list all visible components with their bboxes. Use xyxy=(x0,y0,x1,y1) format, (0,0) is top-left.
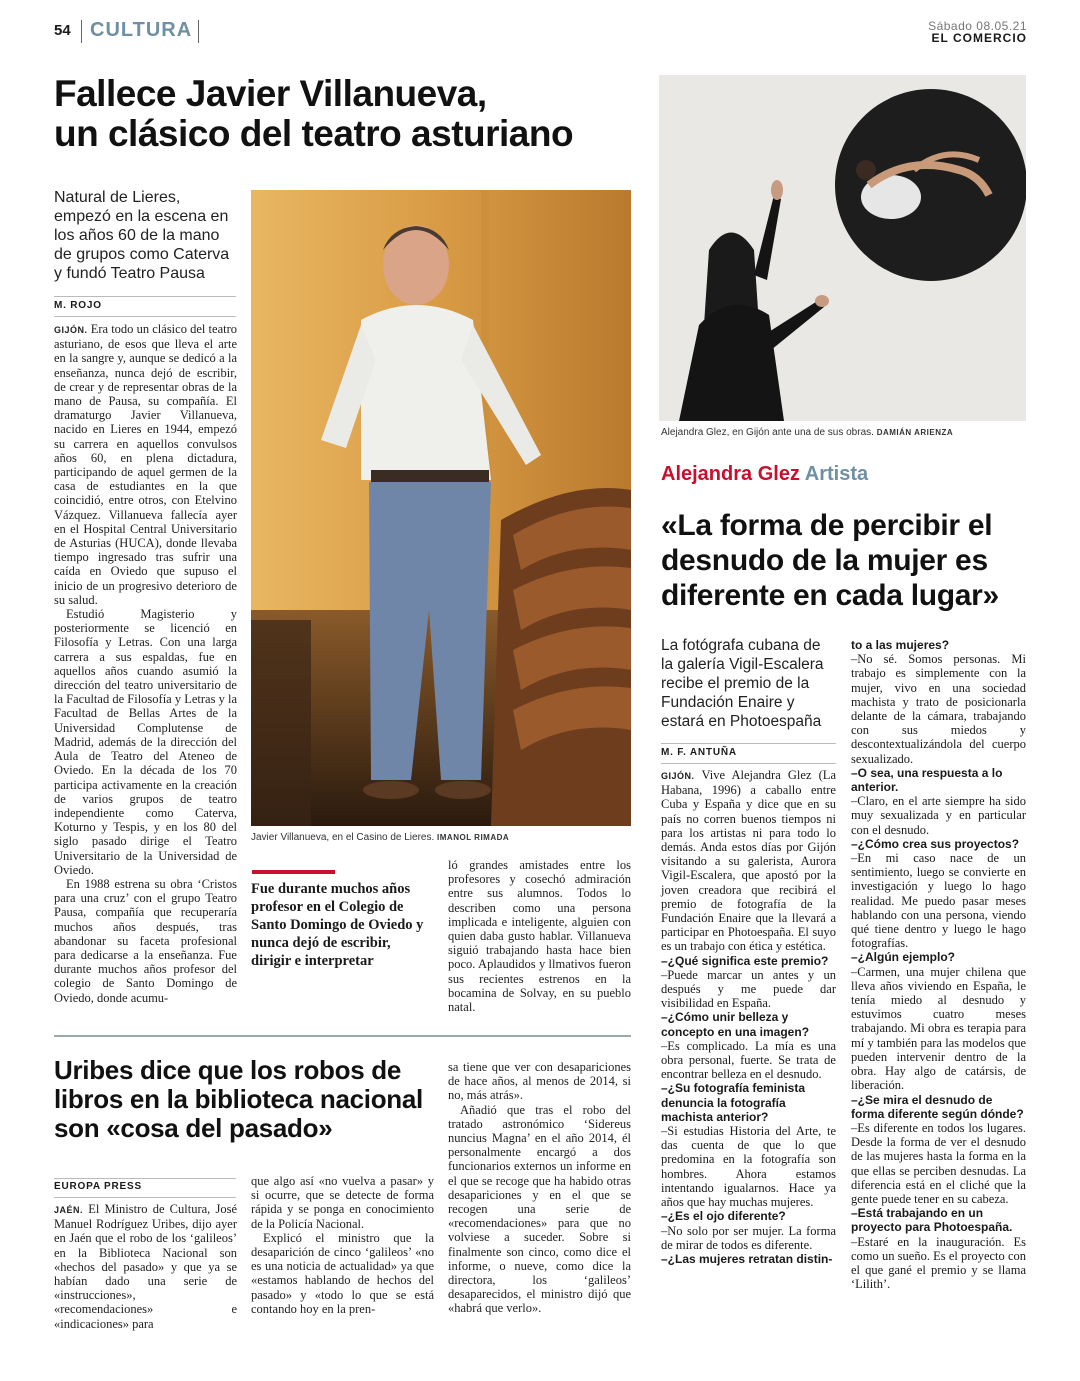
interview-question: –¿Qué significa este premio? xyxy=(661,953,829,968)
article3-byline: EUROPA PRESS xyxy=(54,1181,142,1192)
photo-illustration xyxy=(251,190,631,826)
alejandra-glez-photo xyxy=(659,75,1026,421)
article1-standfirst: Natural de Lieres, empezó en la escena en los años 60 de la mano de grupos como Caterva y fundó Teatro Pausa xyxy=(54,189,230,282)
photo-credit: DAMIÁN ARIENZA xyxy=(876,428,954,437)
body-paragraph: Explicó el ministro que la desaparición de cinco ‘galileos’ «no es una noticia de actualidad» ya que «estamos hablando de hechos del pasado» y «todo lo que se está contando hoy en la pren- xyxy=(251,1230,434,1316)
article1-column3 xyxy=(448,858,631,1014)
body-paragraph: El Ministro de Cultura, José Manuel Rodríguez Uribes, dijo ayer en Jaén que el robo de los ‘galileos’ en la Biblioteca Nacional son «hechos del pasado» y que ya se habían dado una serie de «instrucciones», «recomendaciones» e «indicaciones» para xyxy=(54,1202,237,1331)
interview-question: –¿Su fotografía feminista denuncia la fotografía machista anterior? xyxy=(661,1081,806,1124)
interview-answer: –No sé. Somos personas. Mi trabajo es simplemente con la mujer, vivo en una sociedad machista y trato de posicionarla delante de la cámara, trabajando con sus miedos y descontextualizándola del cuerpo sexualizado. xyxy=(851,652,1026,766)
article3-column1 xyxy=(54,1202,237,1331)
article1-headline xyxy=(54,74,634,154)
section-name: CULTURA xyxy=(90,19,193,41)
interview-question: –¿Cómo unir belleza y concepto en una imagen? xyxy=(661,1010,810,1039)
article2-headline xyxy=(661,508,1041,613)
byline-rule xyxy=(661,743,836,744)
photo-credit: IMANOL RIMADA xyxy=(437,833,510,842)
article2-column2 xyxy=(851,638,1026,1291)
interview-question: to a las mujeres? xyxy=(851,638,950,652)
article2-standfirst: La fotógrafa cubana de la galería Vigil-Escalera recibe el premio de la Fundación Enaire y estará en Photoespaña xyxy=(661,637,824,730)
header-divider xyxy=(198,20,199,43)
headline-line: libros en la biblioteca nacional xyxy=(54,1084,423,1114)
body-paragraph: Era todo un clásico del teatro asturiano, de esos que lleva el arte en la sangre y, aunque se dedicó a la enseñanza, nunca dejó de escribir, de crear y de representar obras de la mano de Pausa, su compañía. El dramaturgo Javier Villanueva, nacido en Lieres en 1944, empezó su carrera en aquellos convulsos años 60, en plena dictadura, participando de aquel germen de la casa de estudiantes en la que coincidió, entre otros, con Etelvino Vázquez. Villanueva fallecía ayer en el Hospital Central Universitario de Asturias (HUCA), donde llevaba tiempo ingresado tras sufrir una caída en Oviedo que supuso el inicio de un progresivo deterioro de su salud. xyxy=(54,322,238,607)
byline-rule xyxy=(54,1197,236,1198)
interview-question: –¿Algún ejemplo? xyxy=(851,950,956,965)
interview-question: –¿Se mira el desnudo de forma diferente según dónde? xyxy=(851,1092,1024,1121)
article3-headline xyxy=(54,1056,439,1143)
article2-byline: M. F. ANTUÑA xyxy=(661,747,737,758)
byline-rule xyxy=(661,763,836,764)
article1-column1 xyxy=(54,322,237,1005)
headline-line: un clásico del teatro asturiano xyxy=(54,113,574,154)
newspaper-name: EL COMERCIO xyxy=(931,31,1027,45)
byline-rule xyxy=(54,296,236,297)
headline-line: Fallece Javier Villanueva, xyxy=(54,73,487,114)
dateline: GIJÓN. xyxy=(54,325,88,335)
photo1-caption xyxy=(251,832,509,843)
photo-illustration xyxy=(659,75,1026,421)
interview-answer: –Si estudias Historia del Arte, te das cuenta de que lo que predomina en la fotografía son hombres. Ahora estamos intentando igualarnos. Hace ya años que hay muchas mujeres. xyxy=(661,1124,836,1210)
article2-column1 xyxy=(661,768,836,1266)
body-paragraph: Añadió que tras el robo del tratado astronómico ‘Sidereus nuncius Magna’ en el año 2014, él personalmente encargó a dos funcionarios externos un informe en el que se recoge que ha habido otras desapariciones y en el que se recogen una serie de «recomendaciones» para que no volviese a suceder. Sobre si finalmente son cinco, como dice el informe, o nueve, como dice la directora, los ‘galileos’ desaparecidos, el ministro dijó que «habrá que verlo». xyxy=(448,1102,631,1316)
interview-answer: –Es complicado. La mía es una obra personal, fuerte. Se trata de encontrar belleza en el desnudo. xyxy=(661,1038,836,1082)
interview-question: –¿Cómo crea sus proyectos? xyxy=(851,836,1020,851)
page-number: 54 xyxy=(54,22,71,39)
article3-column3 xyxy=(448,1060,631,1316)
byline-rule xyxy=(54,316,236,317)
pullquote: Fue durante muchos años profesor en el Colegio de Santo Domingo de Oviedo y nunca dejó de escribir, dirigir e interpretar xyxy=(251,881,424,969)
interview-kicker xyxy=(661,463,868,486)
caption-text: Javier Villanueva, en el Casino de Lieres. xyxy=(251,832,435,843)
article3-column2 xyxy=(251,1174,434,1316)
article-separator xyxy=(54,1035,631,1037)
article1-byline: M. ROJO xyxy=(54,300,102,311)
interview-answer: –En mi caso nace de un sentimiento, luego se convierte en investigación y luego lo hago realidad. Me puedo pasar meses hablando con una persona, viendo qué tiene dentro y luego le hago fotografías. xyxy=(851,851,1026,951)
headline-line: Uribes dice que los robos de xyxy=(54,1055,402,1085)
headline-line: diferente en cada lugar» xyxy=(661,579,999,612)
dateline: JAÉN. xyxy=(54,1205,84,1215)
pullquote-bar xyxy=(252,870,335,874)
photo2-caption xyxy=(661,427,953,438)
interview-question: –¿Es el ojo diferente? xyxy=(661,1209,786,1224)
interview-question: –¿Las mujeres retratan distin- xyxy=(661,1251,833,1266)
caption-text: Alejandra Glez, en Gijón ante una de sus obras. xyxy=(661,427,874,438)
interview-answer: –Estaré en la inauguración. Es como un sueño. Es el proyecto con el que gané el premio y se llama ‘Lilith’. xyxy=(851,1234,1026,1292)
interviewee-role: Artista xyxy=(804,463,869,485)
body-paragraph: que algo así «no vuelva a pasar» y si ocurre, que se detecte de forma rápida y se ponga en conocimiento de la Policía Nacional. xyxy=(251,1174,434,1231)
body-paragraph: En 1988 estrena su obra ‘Cristos para una cruz’ con el grupo Teatro Pausa, compañía que recuperaría muchos años después, tras abandonar su faceta profesional para dedicarse a la enseñanza. Fue durante muchos años profesor del colegio de Santo Domingo de Oviedo, donde acumu- xyxy=(54,876,237,1005)
body-paragraph: Estudió Magisterio y posteriormente se licenció en Filosofía y Letras. Con una larga carrera a sus espaldas, fue en aquellos años cuando asumió la dirección del teatro universitario de la Facultad de Filosofía y Letras y la Facultad de Bellas Artes de la Universidad Complutense de Madrid, además de la dirección del Aula de Teatro del Ateneo de Oviedo. En la década de los 70 participa activamente en la creación de varios grupos de teatro independiente como Caterva, Koturno y Tespis, y en los 80 del siglo pasado dirige el Teatro Universitario de la Universidad de Oviedo. xyxy=(54,607,237,877)
headline-line: son «cosa del pasado» xyxy=(54,1113,333,1143)
byline-rule xyxy=(54,1178,236,1179)
interview-answer: –Carmen, una mujer chilena que lleva años viviendo en España, le tenía miedo al desnudo y estuvimos cuatro meses trabajando. Mi obra es terapia para mí y también para las modelos que pueden intervenir dentro de la obra. Hay algo de catársis, de liberación. xyxy=(851,964,1026,1093)
interviewee-name: Alejandra Glez xyxy=(661,463,800,485)
interview-answer: –No solo por ser mujer. La forma de mirar de todos es diferente. xyxy=(661,1223,836,1252)
body-paragraph: sa tiene que ver con desapariciones de hace años, al menos de 2014, si no, más atrás». xyxy=(448,1060,631,1103)
headline-line: desnudo de la mujer es xyxy=(661,544,988,577)
dateline: GIJÓN. xyxy=(661,771,695,781)
header-divider xyxy=(81,20,82,43)
interview-question: –Está trabajando en un proyecto para Photoespaña. xyxy=(851,1206,1013,1235)
issue-date: Sábado 08.05.21 xyxy=(928,19,1027,33)
interview-answer: –Puede marcar un antes y un después y me puede dar visibilidad en España. xyxy=(661,967,836,1011)
headline-line: «La forma de percibir el xyxy=(661,509,993,542)
interview-answer: –Es diferente en todos los lugares. Desde la forma de ver el desnudo de las mujeres hasta la forma en la que ellas se perciben desnudas. La diferencia está en el cliché que la gente puede tener en su cabeza. xyxy=(851,1120,1026,1206)
javier-villanueva-photo xyxy=(251,190,631,826)
interview-answer: –Claro, en el arte siempre ha sido muy sexualizada y en particular con el desnudo. xyxy=(851,794,1026,837)
body-paragraph: Vive Alejandra Glez (La Habana, 1996) a caballo entre Cuba y España y dice que en su país no corren buenos tiempos ni para los artistas ni para todo lo demás. Anda estos días por Gijón visitando a su galerista, Aurora Vigil-Escalera, que apostó por la joven creadora que recibirá el premio de fotografía de la Fundación Enaire que la llevará a participar en Photoespaña. El suyo es un trabajo con ética y estética. xyxy=(661,768,836,954)
interview-question: –O sea, una respuesta a lo anterior. xyxy=(851,765,1003,795)
body-paragraph: ló grandes amistades entre los profesores y cosechó admiración entre sus alumnos. Todos lo describen como una persona implicada e inteligente, alguien con quien daba gusto hablar. Villanueva siguió trabajando hasta hace bien poco. Aplaudidos y llmativos fueron sus recientes estrenos en la bocamina de Solvay, en su pueblo natal. xyxy=(448,858,631,1015)
